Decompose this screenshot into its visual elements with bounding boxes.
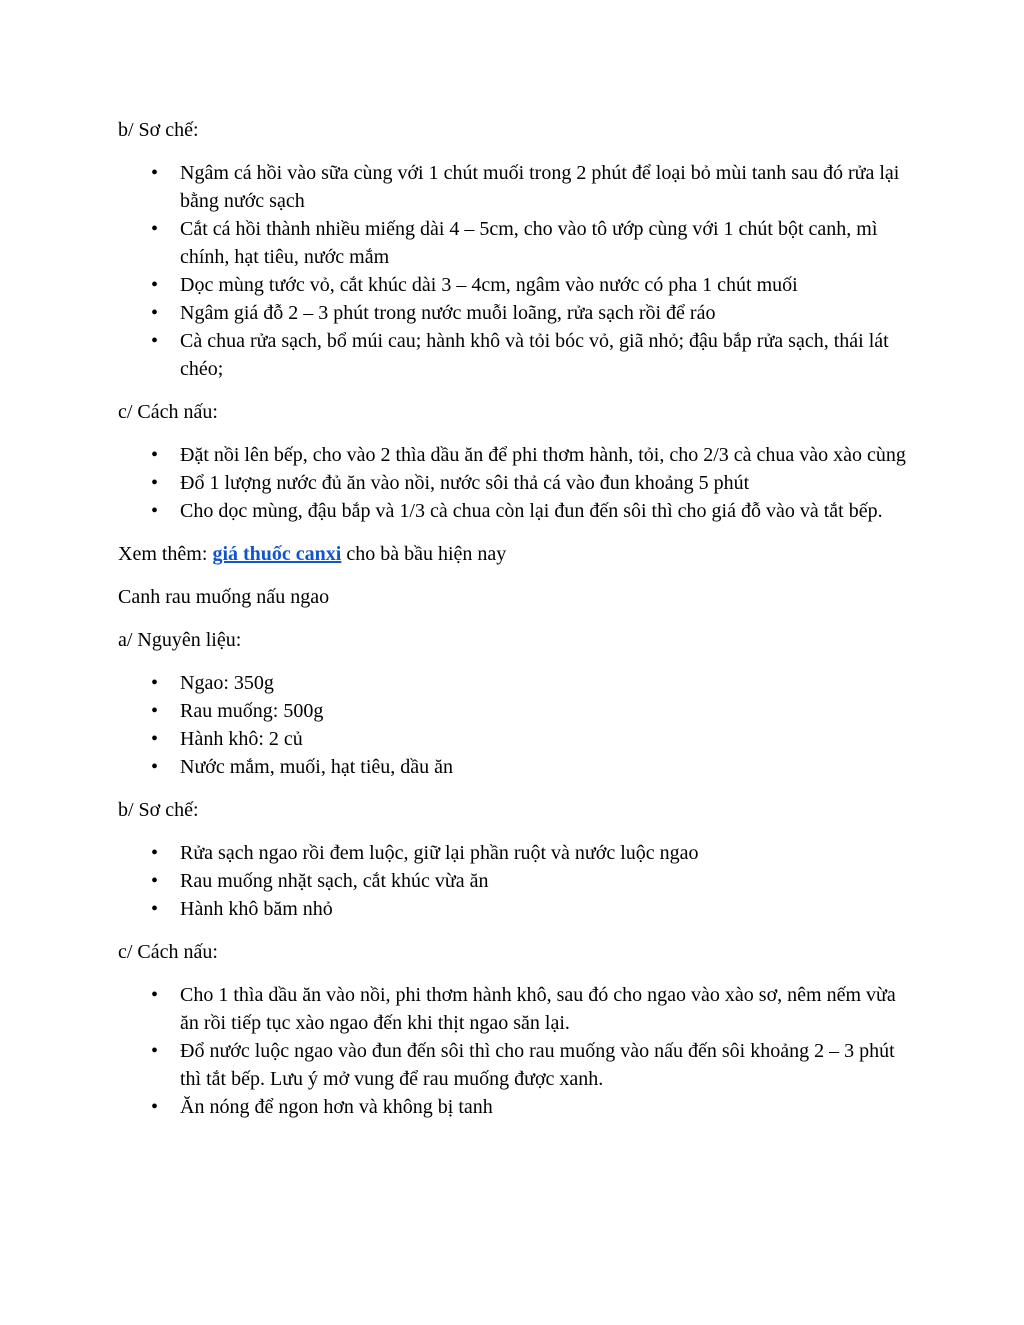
list-item: • Cho dọc mùng, đậu bắp và 1/3 cà chua còn lại đun đến sôi thì cho giá đỗ vào và tắt bếp. [118,497,906,525]
list-item: • Rau muống nhặt sạch, cắt khúc vừa ăn [118,867,906,895]
list-item: • Ngâm giá đỗ 2 – 3 phút trong nước muỗi loãng, rửa sạch rồi để ráo [118,299,906,327]
list-item: • Ngao: 350g [118,669,906,697]
see-more-line [118,540,906,568]
see-more-suffix: cho bà bầu hiện nay [341,543,507,565]
see-more-prefix: Xem thêm: [118,543,213,565]
list-item: • Ngâm cá hồi vào sữa cùng với 1 chút muối trong 2 phút để loại bỏ mùi tanh sau đó rửa lại bằng nước sạch [118,159,906,215]
heading-cach-nau-2: c/ Cách nấu: [118,941,218,963]
list-so-che-1 [118,159,906,383]
list-item: • Hành khô: 2 củ [118,725,906,753]
list-item: • Dọc mùng tước vỏ, cắt khúc dài 3 – 4cm, ngâm vào nước có pha 1 chút muối [118,271,906,299]
list-item: • Cho 1 thìa dầu ăn vào nồi, phi thơm hành khô, sau đó cho ngao vào xào sơ, nêm nếm vừa ăn rồi tiếp tục xào ngao đến khi thịt ngao săn lại. [118,981,906,1037]
heading-so-che-1: b/ Sơ chế: [118,119,199,141]
list-nguyen-lieu-2 [118,669,906,781]
heading-so-che-2: b/ Sơ chế: [118,799,199,821]
list-item: • Đặt nồi lên bếp, cho vào 2 thìa dầu ăn để phi thơm hành, tỏi, cho 2/3 cà chua vào xào cùng [118,441,906,469]
list-item: • Ăn nóng để ngon hơn và không bị tanh [118,1093,906,1121]
list-item: • Cà chua rửa sạch, bổ múi cau; hành khô và tỏi bóc vỏ, giã nhỏ; đậu bắp rửa sạch, thái lát chéo; [118,327,906,383]
list-item: • Đổ nước luộc ngao vào đun đến sôi thì cho rau muống vào nấu đến sôi khoảng 2 – 3 phút thì tắt bếp. Lưu ý mở vung để rau muống được xanh. [118,1037,906,1093]
list-item: • Cắt cá hồi thành nhiều miếng dài 4 – 5cm, cho vào tô ướp cùng với 1 chút bột canh, mì chính, hạt tiêu, nước mắm [118,215,906,271]
list-item: • Đổ 1 lượng nước đủ ăn vào nồi, nước sôi thả cá vào đun khoảng 5 phút [118,469,906,497]
list-item: • Nước mắm, muối, hạt tiêu, dầu ăn [118,753,906,781]
list-cach-nau-2 [118,981,906,1121]
list-item: • Hành khô băm nhỏ [118,895,906,923]
heading-nguyen-lieu-2: a/ Nguyên liệu: [118,629,242,651]
heading-cach-nau-1: c/ Cách nấu: [118,401,218,423]
list-so-che-2 [118,839,906,923]
list-item: • Rau muống: 500g [118,697,906,725]
recipe2-title: Canh rau muống nấu ngao [118,586,330,608]
link-gia-thuoc-canxi[interactable]: giá thuốc canxi [212,543,342,565]
list-cach-nau-1 [118,441,906,525]
list-item: • Rửa sạch ngao rồi đem luộc, giữ lại phần ruột và nước luộc ngao [118,839,906,867]
